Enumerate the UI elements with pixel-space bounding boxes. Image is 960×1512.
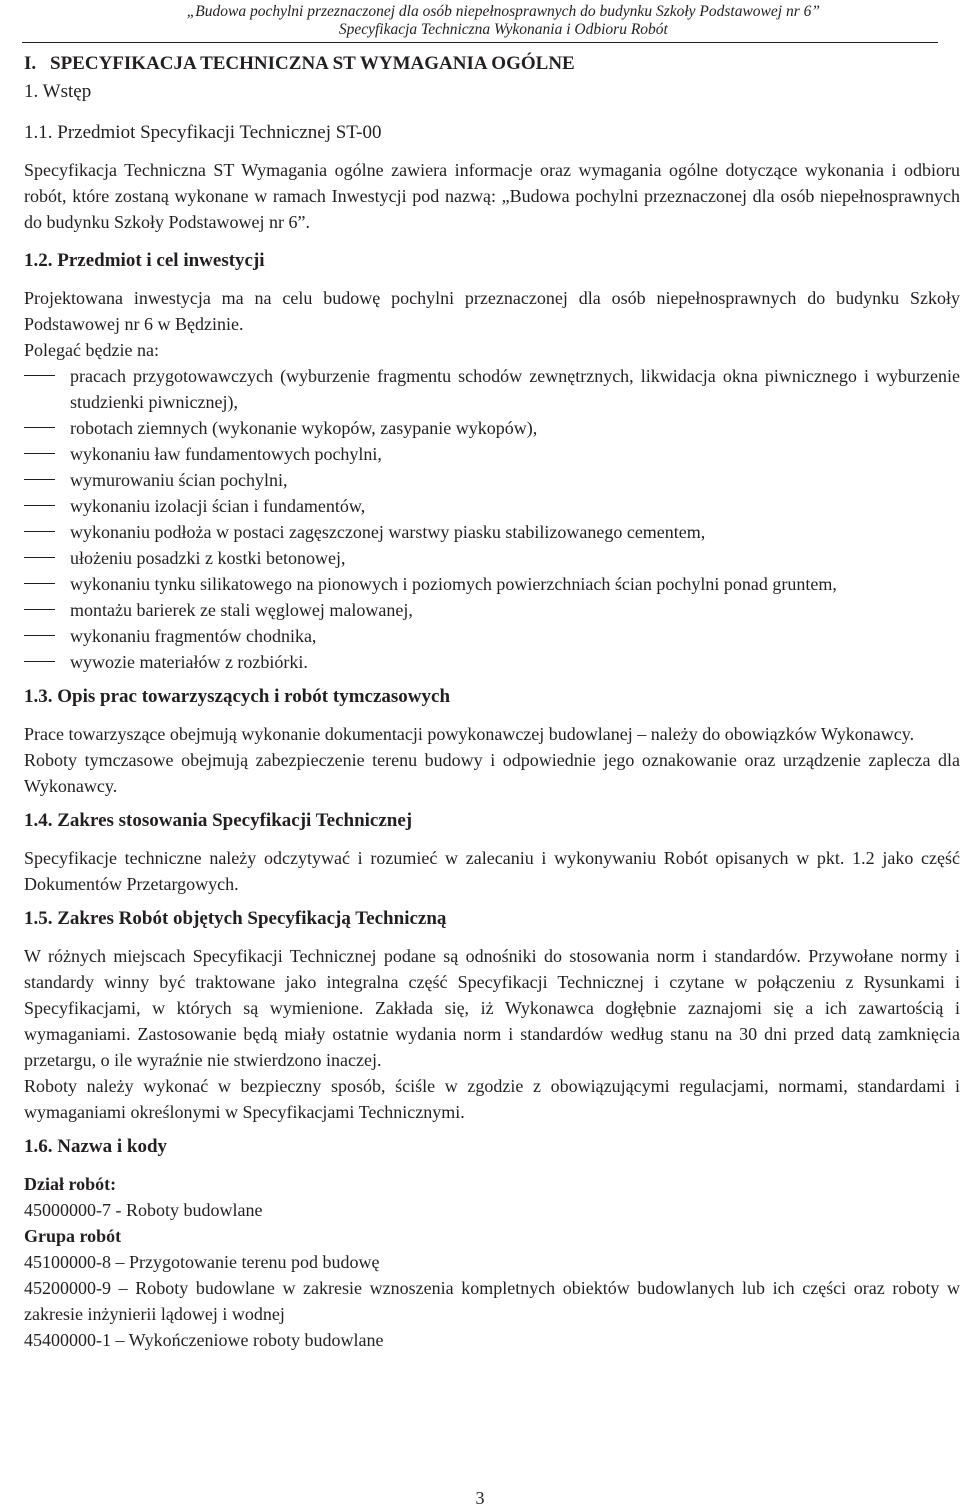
page-number: 3 <box>475 1488 485 1508</box>
list-item: ułożeniu posadzki z kostki betonowej, <box>24 545 960 571</box>
list-item: wykonaniu tynku silikatowego na pionowych i poziomych powierzchniach ścian pochylni ponad gruntem, <box>24 571 960 597</box>
main-title-text: SPECYFIKACJA TECHNICZNA ST WYMAGANIA OGÓLNE <box>50 53 575 74</box>
list-item: wykonaniu izolacji ścian i fundamentów, <box>24 493 960 519</box>
label-dzial-robot: Dział robót: <box>24 1174 117 1194</box>
paragraph-1-5-a: W różnych miejscach Specyfikacji Technicznej podane są odnośniki do stosowania norm i standardów. Przywołane normy i standardy winny być traktowane jako integralna część Specyfikacji Technicznej i czytane w połączeniu z Rysunkami i Specyfikacjami, w których są wymienione. Zakłada się, iż Wykonawca dogłębnie zaznajomi się a ich zawartością i wymaganiami. Zastosowanie będą miały ostatnie wydania norm i standardów według stanu na 30 dni przed datą zamknięcia przetargu, o ile wyraźnie nie stwierdzono inaczej. <box>24 946 960 1070</box>
paragraph-1-2-intro: Polegać będzie na: <box>24 340 159 360</box>
section-title-intro: 1. Wstęp <box>24 81 92 102</box>
heading-1-1: 1.1. Przedmiot Specyfikacji Technicznej ST-00 <box>24 122 382 143</box>
header-doc-title: Specyfikacja Techniczna Wykonania i Odbioru Robót <box>338 21 668 38</box>
main-title <box>24 50 960 78</box>
paragraph-1-3-b: Roboty tymczasowe obejmują zabezpieczenie terenu budowy i odpowiednie jego oznakowanie oraz urządzenie zaplecza dla Wykonawcy. <box>24 750 960 796</box>
list-item: wykonaniu fragmentów chodnika, <box>24 623 960 649</box>
list-item: robotach ziemnych (wykonanie wykopów, zasypanie wykopów), <box>24 415 960 441</box>
list-item: wykonaniu ław fundamentowych pochylni, <box>24 441 960 467</box>
paragraph-1-3-a: Prace towarzyszące obejmują wykonanie dokumentacji powykonawczej budowlanej – należy do obowiązków Wykonawcy. <box>24 724 915 744</box>
code-grupa-1: 45100000-8 – Przygotowanie terenu pod budowę <box>24 1252 380 1272</box>
list-item: wykonaniu podłoża w postaci zagęszczonej warstwy piasku stabilizowanego cementem, <box>24 519 960 545</box>
heading-1-3: 1.3. Opis prac towarzyszących i robót tymczasowych <box>24 686 451 707</box>
header-rule <box>22 42 938 43</box>
document-body <box>24 50 960 1353</box>
works-list <box>24 363 960 675</box>
main-title-number: I. <box>24 53 37 74</box>
list-item: wywozie materiałów z rozbiórki. <box>24 649 960 675</box>
paragraph-1-5-b: Roboty należy wykonać w bezpieczny sposób, ściśle w zgodzie z obowiązującymi regulacjami, normami, standardami i wymaganiami określonymi w Specyfikacjami Technicznymi. <box>24 1076 960 1122</box>
heading-1-5: 1.5. Zakres Robót objętych Specyfikacją Techniczną <box>24 908 447 929</box>
header-project-title: „Budowa pochylni przeznaczonej dla osób niepełnosprawnych do budynku Szkoły Podstawowej nr 6” <box>186 3 820 20</box>
heading-1-6: 1.6. Nazwa i kody <box>24 1136 168 1157</box>
code-dzial-robot: 45000000-7 - Roboty budowlane <box>24 1200 263 1220</box>
list-item: pracach przygotowawczych (wyburzenie fragmentu schodów zewnętrznych, likwidacja okna piwnicznego i wyburzenie studzienki piwnicznej), <box>24 363 960 415</box>
list-item: wymurowaniu ścian pochylni, <box>24 467 960 493</box>
label-grupa-robot: Grupa robót <box>24 1226 122 1246</box>
code-grupa-3: 45400000-1 – Wykończeniowe roboty budowlane <box>24 1330 384 1350</box>
paragraph-1-4: Specyfikacje techniczne należy odczytywać i rozumieć w zalecaniu i wykonywaniu Robót opisanych w pkt. 1.2 jako część Dokumentów Przetargowych. <box>24 848 960 894</box>
paragraph-1-1: Specyfikacja Techniczna ST Wymagania ogólne zawiera informacje oraz wymagania ogólne dotyczące wykonania i odbioru robót, które zostaną wykonane w ramach Inwestycji pod nazwą: „Budowa pochylni przeznaczonej dla osób niepełnosprawnych do budynku Szkoły Podstawowej nr 6”. <box>24 160 960 232</box>
running-header <box>187 3 820 39</box>
list-item: montażu barierek ze stali węglowej malowanej, <box>24 597 960 623</box>
heading-1-4: 1.4. Zakres stosowania Specyfikacji Technicznej <box>24 810 413 831</box>
paragraph-1-2: Projektowana inwestycja ma na celu budowę pochylni przeznaczonej dla osób niepełnosprawnych do budynku Szkoły Podstawowej nr 6 w Będzinie. <box>24 288 960 334</box>
heading-1-2: 1.2. Przedmiot i cel inwestycji <box>24 250 265 271</box>
code-grupa-2: 45200000-9 – Roboty budowlane w zakresie wznoszenia kompletnych obiektów budowlanych lub ich części oraz roboty w zakresie inżynierii lądowej i wodnej <box>24 1278 960 1324</box>
